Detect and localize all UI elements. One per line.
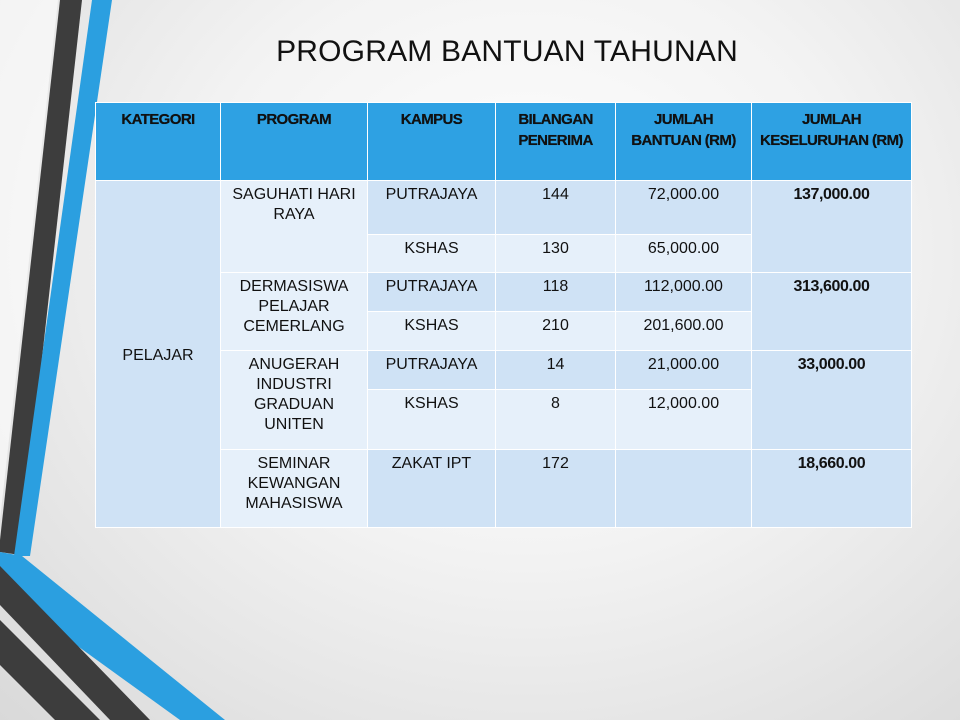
bantuan-cell: 201,600.00 — [616, 312, 752, 351]
total-cell: 137,000.00 — [752, 181, 912, 273]
kampus-cell: PUTRAJAYA — [368, 273, 496, 312]
bantuan-cell: 112,000.00 — [616, 273, 752, 312]
header-kategori: KATEGORI — [96, 103, 221, 181]
bilangan-cell: 8 — [496, 390, 616, 450]
bilangan-cell: 210 — [496, 312, 616, 351]
total-cell: 313,600.00 — [752, 273, 912, 351]
total-cell: 18,660.00 — [752, 450, 912, 528]
header-row — [96, 103, 912, 181]
bilangan-cell: 144 — [496, 181, 616, 235]
kampus-cell: KSHAS — [368, 312, 496, 351]
header-bilangan: BILANGAN PENERIMA — [496, 103, 616, 181]
header-program: PROGRAM — [221, 103, 368, 181]
kampus-cell: ZAKAT IPT — [368, 450, 496, 528]
kategori-cell: PELAJAR — [96, 181, 221, 528]
kampus-cell: KSHAS — [368, 390, 496, 450]
table-row — [96, 181, 912, 235]
kampus-cell: PUTRAJAYA — [368, 181, 496, 235]
kampus-cell: PUTRAJAYA — [368, 351, 496, 390]
program-name-cell: DERMASISWA PELAJAR CEMERLANG — [221, 273, 368, 351]
bilangan-cell: 172 — [496, 450, 616, 528]
program-name-cell: ANUGERAH INDUSTRI GRADUAN UNITEN — [221, 351, 368, 450]
total-cell: 33,000.00 — [752, 351, 912, 450]
assistance-table — [95, 102, 912, 528]
program-name-cell: SEMINAR KEWANGAN MAHASISWA — [221, 450, 368, 528]
bantuan-cell: 65,000.00 — [616, 235, 752, 273]
bilangan-cell: 14 — [496, 351, 616, 390]
slide-title: PROGRAM BANTUAN TAHUNAN — [276, 35, 738, 68]
bantuan-cell: 21,000.00 — [616, 351, 752, 390]
header-kampus: KAMPUS — [368, 103, 496, 181]
bilangan-cell: 130 — [496, 235, 616, 273]
header-jumlah-keseluruhan: JUMLAH KESELURUHAN (RM) — [752, 103, 912, 181]
kampus-cell: KSHAS — [368, 235, 496, 273]
bantuan-cell: 72,000.00 — [616, 181, 752, 235]
program-name-cell: SAGUHATI HARI RAYA — [221, 181, 368, 273]
header-jumlah-bantuan: JUMLAH BANTUAN (RM) — [616, 103, 752, 181]
bantuan-cell: 12,000.00 — [616, 390, 752, 450]
bilangan-cell: 118 — [496, 273, 616, 312]
bantuan-cell — [616, 450, 752, 528]
